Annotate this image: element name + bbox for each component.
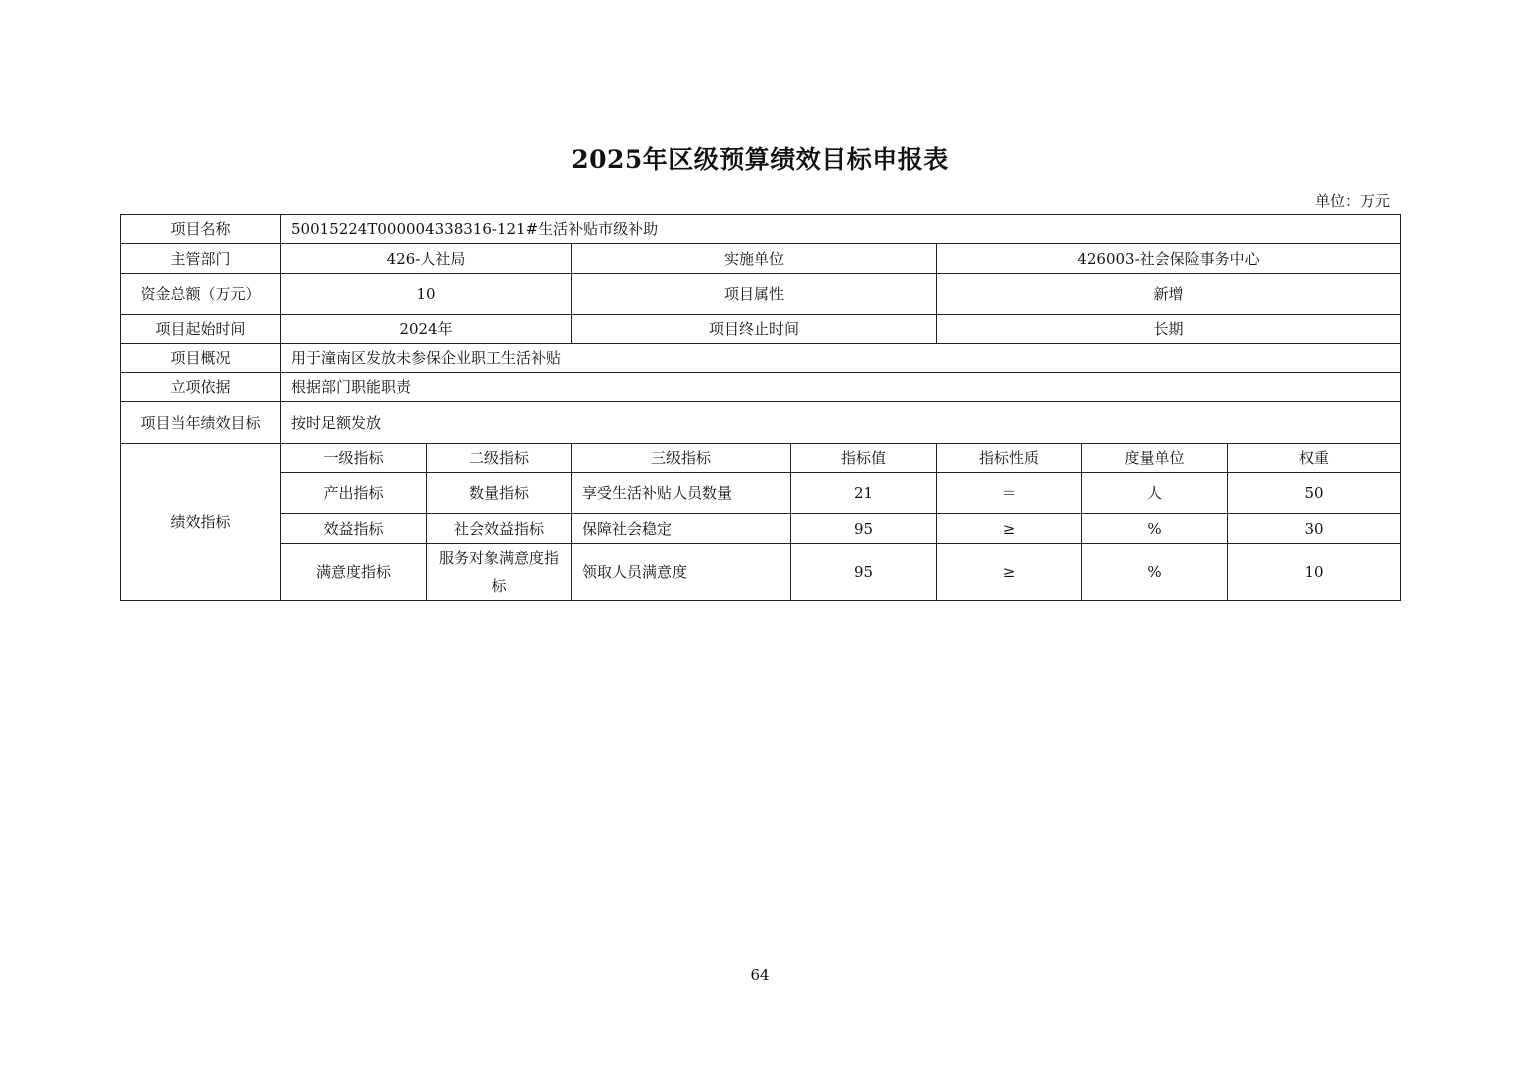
- level1-cell: 满意度指标: [281, 544, 427, 601]
- weight-cell: 10: [1228, 544, 1401, 601]
- row-basis: [121, 373, 1401, 402]
- header-weight: 权重: [1228, 444, 1401, 473]
- header-level3: 三级指标: [572, 444, 791, 473]
- project-name-label: 项目名称: [121, 215, 281, 244]
- attr-value: 新增: [937, 274, 1401, 315]
- goal-label: 项目当年绩效目标: [121, 402, 281, 444]
- goal-value: 按时足额发放: [281, 402, 1401, 444]
- amount-label: 资金总额（万元）: [121, 274, 281, 315]
- row-project-name: [121, 215, 1401, 244]
- value-cell: 95: [791, 544, 937, 601]
- budget-performance-table: [120, 214, 1401, 601]
- level2-cell: 服务对象满意度指标: [427, 544, 572, 601]
- level1-cell: 产出指标: [281, 473, 427, 514]
- header-level2: 二级指标: [427, 444, 572, 473]
- header-unit: 度量单位: [1082, 444, 1228, 473]
- indicator-row: [121, 473, 1401, 514]
- unit-label: 单位：万元: [1314, 192, 1390, 210]
- impl-label: 实施单位: [572, 244, 937, 274]
- row-goal: [121, 402, 1401, 444]
- dept-value: 426-人社局: [281, 244, 572, 274]
- row-period: [121, 315, 1401, 344]
- level3-cell: 保障社会稳定: [572, 514, 791, 544]
- header-level1: 一级指标: [281, 444, 427, 473]
- row-amount: [121, 274, 1401, 315]
- indicator-row: [121, 514, 1401, 544]
- overview-value: 用于潼南区发放未参保企业职工生活补贴: [281, 344, 1401, 373]
- overview-label: 项目概况: [121, 344, 281, 373]
- dept-label: 主管部门: [121, 244, 281, 274]
- page-number: 64: [750, 966, 770, 984]
- indicator-row: [121, 544, 1401, 601]
- indicators-section-label: 绩效指标: [121, 444, 281, 601]
- end-value: 长期: [937, 315, 1401, 344]
- end-label: 项目终止时间: [572, 315, 937, 344]
- level1-cell: 效益指标: [281, 514, 427, 544]
- indicator-header-row: [121, 444, 1401, 473]
- nature-cell: ＝: [937, 473, 1082, 514]
- impl-value: 426003-社会保险事务中心: [937, 244, 1401, 274]
- row-department: [121, 244, 1401, 274]
- level3-cell: 享受生活补贴人员数量: [572, 473, 791, 514]
- amount-value: 10: [281, 274, 572, 315]
- weight-cell: 30: [1228, 514, 1401, 544]
- header-value: 指标值: [791, 444, 937, 473]
- nature-cell: ≥: [937, 514, 1082, 544]
- unit-cell: %: [1082, 544, 1228, 601]
- header-nature: 指标性质: [937, 444, 1082, 473]
- row-overview: [121, 344, 1401, 373]
- level3-cell: 领取人员满意度: [572, 544, 791, 601]
- weight-cell: 50: [1228, 473, 1401, 514]
- basis-label: 立项依据: [121, 373, 281, 402]
- start-value: 2024年: [281, 315, 572, 344]
- project-name-value: 50015224T000004338316-121#生活补贴市级补助: [281, 215, 1401, 244]
- attr-label: 项目属性: [572, 274, 937, 315]
- page-title: 2025年区级预算绩效目标申报表: [571, 145, 949, 174]
- level2-cell: 社会效益指标: [427, 514, 572, 544]
- unit-cell: 人: [1082, 473, 1228, 514]
- value-cell: 21: [791, 473, 937, 514]
- value-cell: 95: [791, 514, 937, 544]
- basis-value: 根据部门职能职责: [281, 373, 1401, 402]
- start-label: 项目起始时间: [121, 315, 281, 344]
- level2-cell: 数量指标: [427, 473, 572, 514]
- nature-cell: ≥: [937, 544, 1082, 601]
- unit-cell: %: [1082, 514, 1228, 544]
